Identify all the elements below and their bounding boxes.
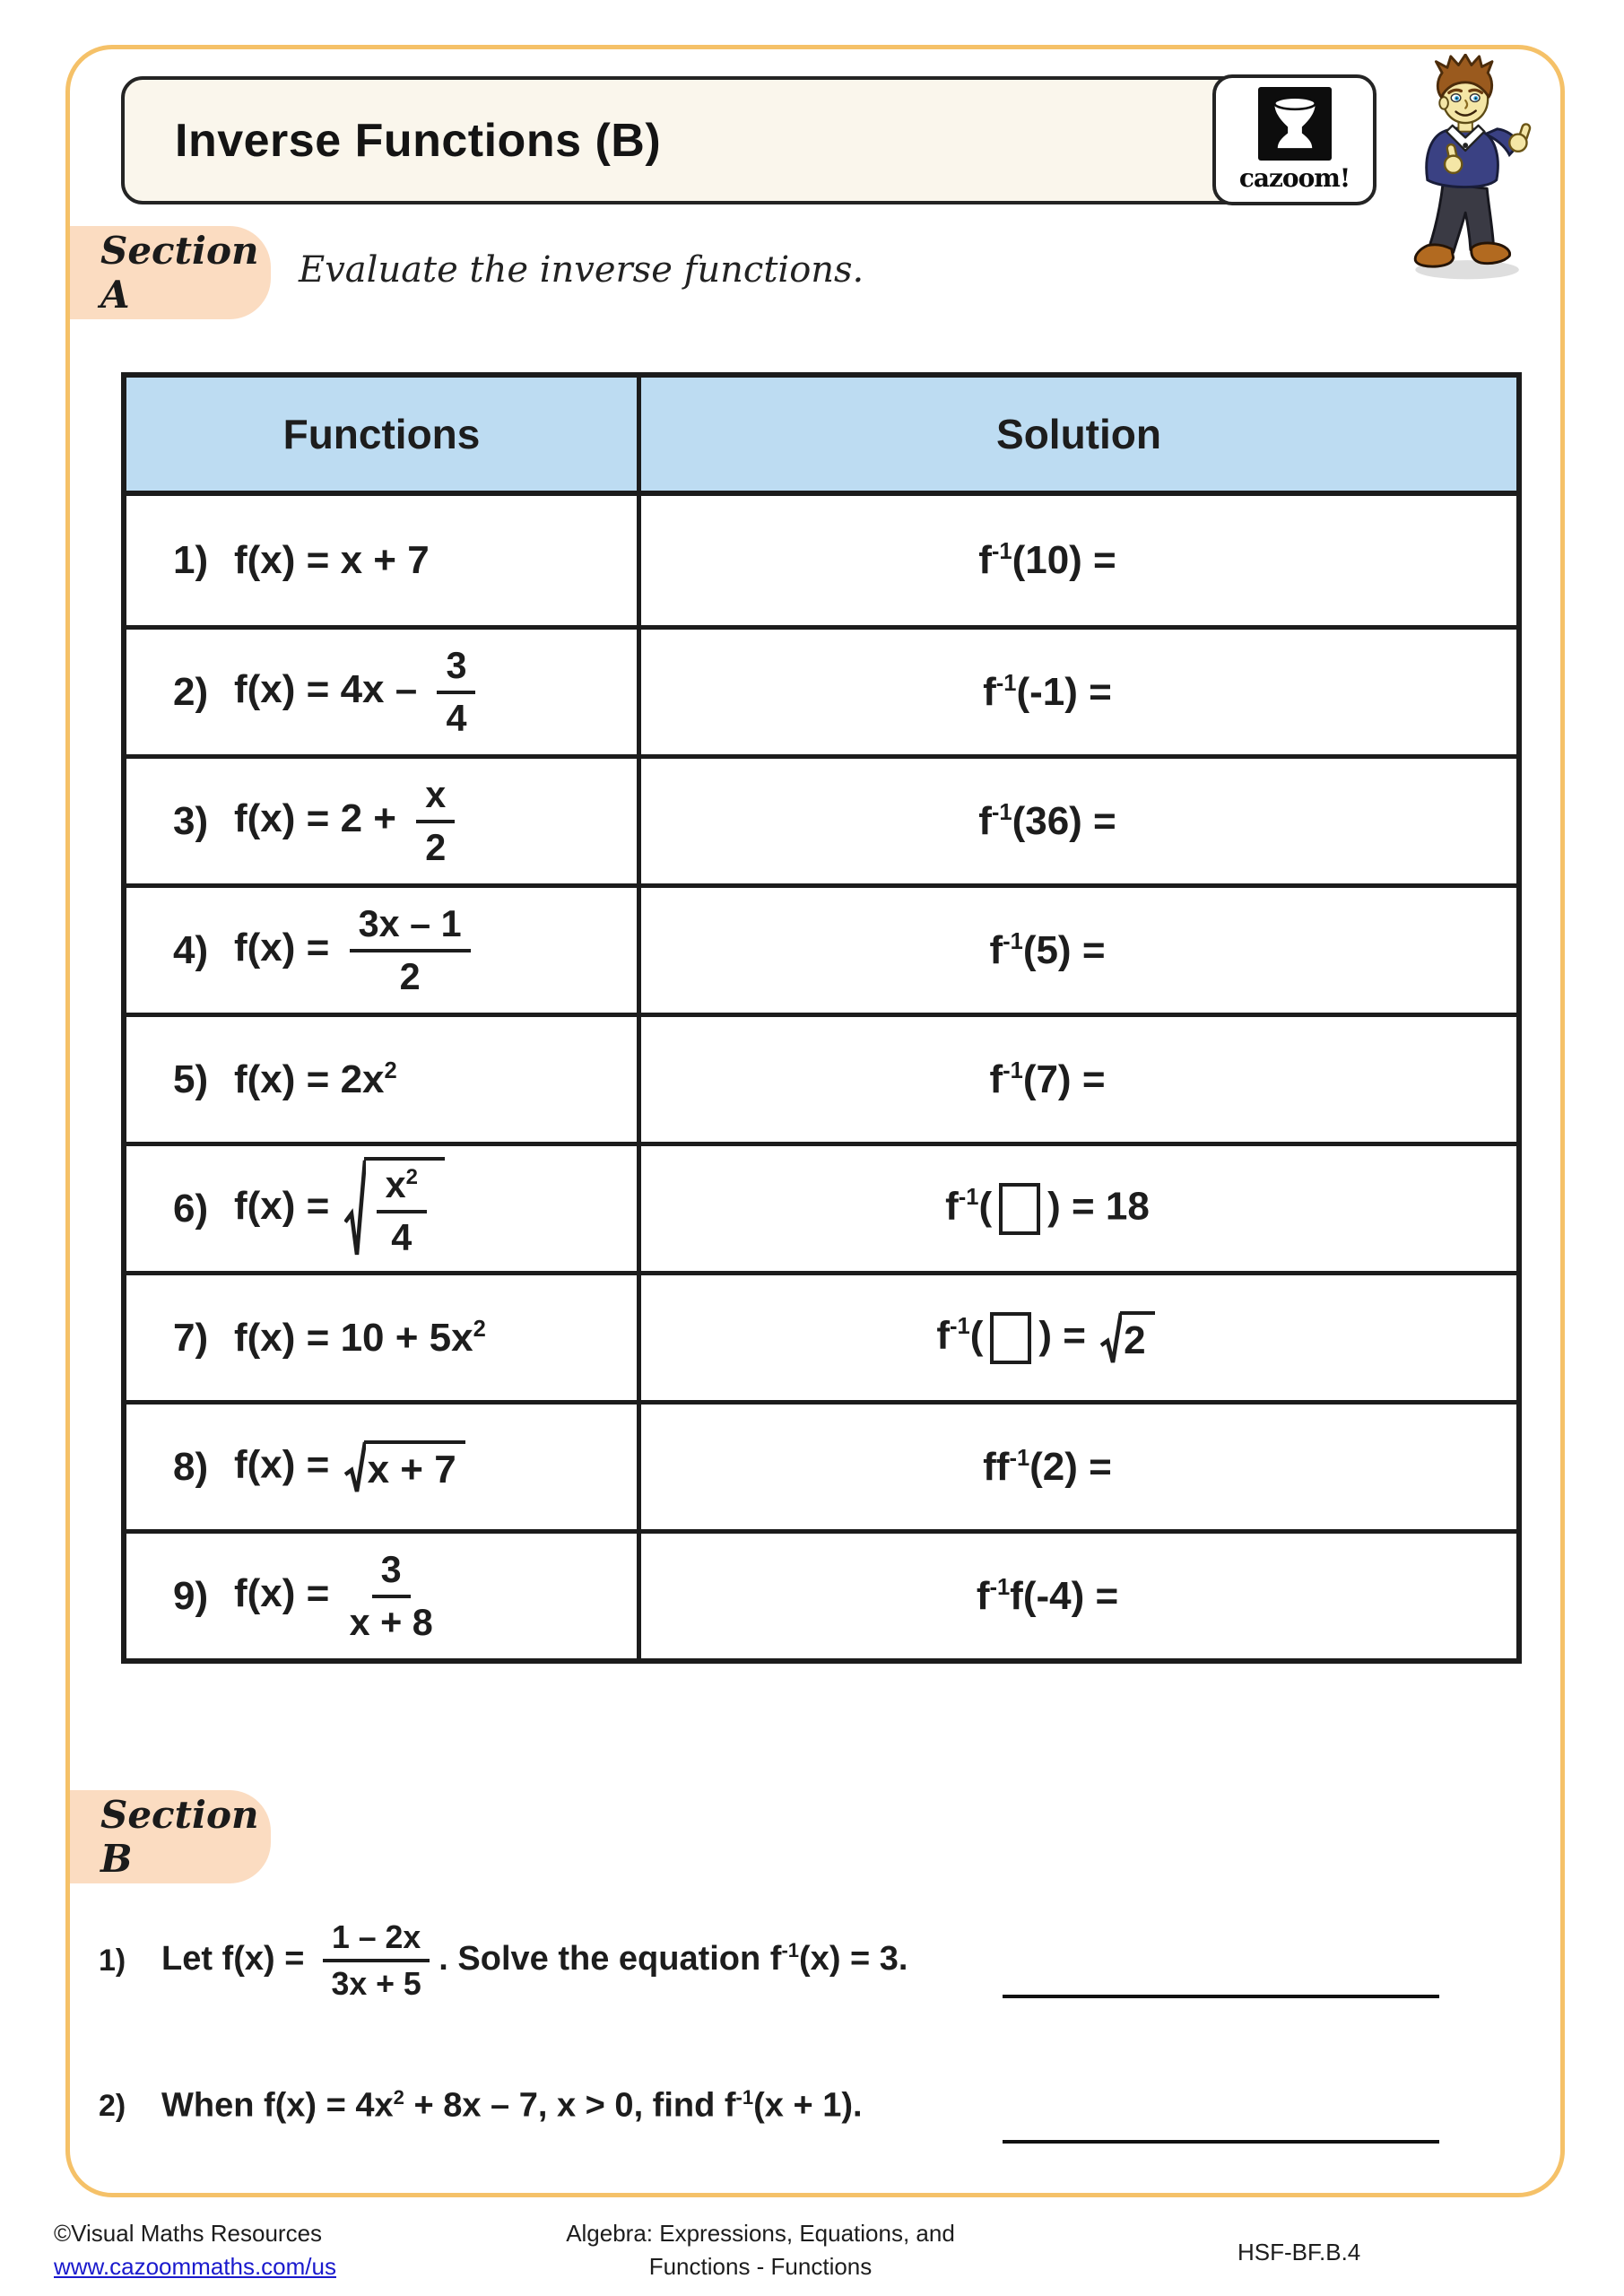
solution-cell bbox=[641, 496, 1516, 625]
function-cell bbox=[126, 1013, 641, 1142]
problem-expression bbox=[161, 2086, 863, 2126]
function-expression bbox=[234, 1440, 469, 1494]
problem-number: 8) bbox=[173, 1444, 209, 1489]
function-cell bbox=[126, 1400, 641, 1529]
math-text: f bbox=[989, 1057, 1003, 1101]
radical-sign bbox=[344, 1440, 366, 1494]
brand-logo bbox=[1212, 74, 1376, 205]
math-text: . Solve the equation f bbox=[439, 1940, 782, 1979]
math-text: 3 bbox=[446, 645, 467, 687]
section-b-label: Section B bbox=[100, 1793, 259, 1881]
math-text: f(x) = 4x – bbox=[234, 667, 429, 712]
math-text: ( bbox=[978, 1184, 993, 1229]
math-text: (5) = bbox=[1022, 927, 1106, 972]
math-text: 2 bbox=[1124, 1318, 1146, 1362]
brand-name: cazoom! bbox=[1238, 163, 1350, 193]
superscript: -1 bbox=[781, 1939, 800, 1962]
math-text: (36) = bbox=[1012, 798, 1116, 843]
page-title: Inverse Functions (B) bbox=[175, 114, 662, 167]
square-root bbox=[344, 1440, 465, 1494]
math-text: 3 bbox=[380, 1549, 402, 1591]
numerator bbox=[416, 774, 455, 822]
solution-expression bbox=[945, 1183, 1150, 1235]
superscript: -1 bbox=[991, 799, 1012, 825]
math-text: f bbox=[945, 1184, 959, 1229]
problem-number: 7) bbox=[173, 1315, 209, 1360]
math-text: f bbox=[936, 1313, 951, 1358]
column-header-functions: Functions bbox=[126, 378, 641, 496]
cazoom-link[interactable]: www.cazoommaths.com/us bbox=[54, 2253, 336, 2280]
problem-number: 6) bbox=[173, 1186, 209, 1231]
problem-expression bbox=[161, 1919, 908, 2002]
fraction bbox=[350, 1549, 433, 1643]
math-text: 4 bbox=[446, 697, 467, 739]
radicand bbox=[364, 1440, 465, 1494]
function-cell bbox=[126, 754, 641, 883]
title-bar bbox=[121, 76, 1376, 204]
problem-number: 5) bbox=[173, 1057, 209, 1101]
math-text: 2 bbox=[425, 826, 447, 868]
problem-number: 1) bbox=[99, 1943, 126, 1978]
math-text: x bbox=[425, 774, 447, 816]
superscript: -1 bbox=[958, 1185, 979, 1211]
square-root bbox=[1100, 1311, 1154, 1365]
math-text: f bbox=[989, 927, 1003, 972]
function-cell bbox=[126, 1142, 641, 1271]
solution-cell bbox=[641, 1529, 1516, 1658]
section-b-problem-1 bbox=[99, 1900, 908, 2022]
math-text: ff bbox=[983, 1444, 1010, 1489]
fraction bbox=[350, 903, 471, 997]
denominator bbox=[350, 1598, 433, 1643]
solution-expression bbox=[983, 1445, 1112, 1490]
math-text: f bbox=[983, 669, 996, 714]
denominator bbox=[446, 694, 466, 739]
math-text: (2) = bbox=[1029, 1444, 1112, 1489]
student-character-illustration bbox=[1388, 54, 1550, 287]
radicand bbox=[364, 1157, 445, 1260]
superscript: 2 bbox=[473, 1316, 486, 1342]
solution-cell bbox=[641, 883, 1516, 1013]
function-expression bbox=[234, 1157, 448, 1260]
superscript: -1 bbox=[735, 2086, 754, 2109]
numerator bbox=[377, 1164, 427, 1213]
math-text: x + 7 bbox=[367, 1447, 456, 1492]
math-text: When f(x) = 4x bbox=[161, 2086, 394, 2125]
math-text: 4 bbox=[391, 1216, 413, 1258]
denominator bbox=[391, 1213, 412, 1258]
function-cell bbox=[126, 1529, 641, 1658]
solution-cell bbox=[641, 1271, 1516, 1400]
math-text: f bbox=[978, 538, 992, 582]
section-b-badge bbox=[70, 1790, 271, 1883]
superscript: 2 bbox=[384, 1057, 397, 1083]
copyright-text: ©Visual Maths Resources bbox=[54, 2220, 323, 2247]
radicand bbox=[1120, 1311, 1154, 1365]
solution-expression bbox=[989, 1057, 1105, 1102]
math-text: Let f(x) = bbox=[161, 1940, 314, 1979]
problem-number: 1) bbox=[173, 538, 209, 582]
superscript: -1 bbox=[1003, 928, 1023, 954]
superscript: 2 bbox=[393, 2086, 404, 2109]
math-text: (-1) = bbox=[1016, 669, 1112, 714]
problem-number: 2) bbox=[173, 669, 209, 714]
math-text: (10) = bbox=[1012, 538, 1116, 582]
math-text: f(x) = 10 + 5x bbox=[234, 1315, 473, 1360]
math-text: 3x – 1 bbox=[358, 903, 462, 945]
fraction bbox=[377, 1164, 427, 1258]
superscript: -1 bbox=[991, 539, 1012, 565]
section-b-problem-2 bbox=[99, 2079, 863, 2133]
math-text: f(-4) = bbox=[1010, 1573, 1119, 1618]
solution-expression bbox=[983, 670, 1112, 715]
math-text: x bbox=[385, 1164, 406, 1206]
math-text: f(x) = 2x bbox=[234, 1057, 385, 1101]
function-expression bbox=[234, 1549, 442, 1643]
math-text: 3x + 5 bbox=[331, 1966, 421, 2002]
math-text: (x) = 3. bbox=[799, 1940, 908, 1979]
math-text: f(x) = bbox=[234, 1442, 341, 1487]
function-cell bbox=[126, 625, 641, 754]
function-expression bbox=[234, 1057, 397, 1102]
problem-number: 2) bbox=[99, 2088, 126, 2123]
function-expression bbox=[234, 903, 480, 997]
math-text: f(x) = bbox=[234, 1184, 341, 1229]
math-text: f bbox=[978, 798, 992, 843]
math-text: 1 – 2x bbox=[331, 1919, 421, 1955]
problem-number: 4) bbox=[173, 927, 209, 972]
section-a-badge bbox=[70, 226, 271, 319]
footer-category bbox=[500, 2217, 1020, 2283]
section-a-instruction: Evaluate the inverse functions. bbox=[299, 249, 864, 291]
numerator bbox=[372, 1549, 411, 1597]
problem-number: 3) bbox=[173, 798, 209, 843]
math-text: f(x) = bbox=[234, 1571, 341, 1616]
fraction bbox=[416, 774, 455, 868]
function-cell bbox=[126, 496, 641, 625]
denominator bbox=[331, 1962, 421, 2002]
superscript: 2 bbox=[405, 1165, 418, 1190]
numerator bbox=[323, 1919, 430, 1962]
numerator bbox=[437, 645, 475, 693]
math-text: (x + 1). bbox=[753, 2086, 863, 2125]
denominator bbox=[400, 952, 421, 997]
math-text: + 8x – 7, x > 0, find f bbox=[404, 2086, 736, 2125]
denominator bbox=[425, 823, 446, 868]
solution-cell bbox=[641, 1400, 1516, 1529]
standard-code: HSF-BF.B.4 bbox=[1238, 2239, 1361, 2266]
numerator bbox=[350, 903, 471, 952]
problem-number: 9) bbox=[173, 1573, 209, 1618]
math-text: ) = bbox=[1038, 1313, 1098, 1358]
function-cell bbox=[126, 1271, 641, 1400]
math-text: 2 bbox=[399, 955, 421, 997]
solution-expression bbox=[989, 928, 1105, 973]
solution-cell bbox=[641, 625, 1516, 754]
solution-expression bbox=[936, 1311, 1158, 1365]
fraction bbox=[323, 1919, 430, 2002]
function-expression bbox=[234, 538, 430, 583]
category-line-1: Algebra: Expressions, Equations, and bbox=[566, 2220, 955, 2247]
solution-expression bbox=[978, 799, 1116, 844]
radical-sign bbox=[1100, 1311, 1122, 1365]
solution-cell bbox=[641, 1142, 1516, 1271]
functions-table bbox=[121, 372, 1522, 1664]
column-header-solution: Solution bbox=[641, 378, 1516, 496]
solution-cell bbox=[641, 1013, 1516, 1142]
superscript: -1 bbox=[1009, 1445, 1030, 1471]
function-expression bbox=[234, 645, 484, 739]
math-text: ) = 18 bbox=[1047, 1184, 1150, 1229]
answer-line-1[interactable] bbox=[1003, 1995, 1439, 1998]
djembe-drum-icon bbox=[1258, 87, 1332, 161]
answer-box[interactable] bbox=[999, 1183, 1040, 1235]
superscript: -1 bbox=[1003, 1057, 1023, 1083]
math-text: f(x) = bbox=[234, 926, 341, 970]
solution-expression bbox=[978, 538, 1116, 583]
footer-credits bbox=[54, 2217, 336, 2283]
math-text: f bbox=[976, 1573, 990, 1618]
answer-line-2[interactable] bbox=[1003, 2140, 1439, 2144]
radical-sign bbox=[344, 1157, 366, 1260]
function-cell bbox=[126, 883, 641, 1013]
section-a-label: Section A bbox=[100, 229, 259, 317]
math-text: f(x) = 2 + bbox=[234, 796, 408, 841]
superscript: -1 bbox=[950, 1314, 970, 1340]
math-text: x + 8 bbox=[349, 1601, 433, 1643]
category-line-2: Functions - Functions bbox=[648, 2253, 873, 2280]
function-expression bbox=[234, 1316, 486, 1361]
fraction bbox=[437, 645, 475, 739]
superscript: -1 bbox=[995, 670, 1017, 696]
function-expression bbox=[234, 774, 464, 868]
math-text: (7) = bbox=[1022, 1057, 1106, 1101]
solution-cell bbox=[641, 754, 1516, 883]
math-text: ( bbox=[969, 1313, 984, 1358]
square-root bbox=[344, 1157, 445, 1260]
superscript: -1 bbox=[989, 1574, 1011, 1600]
math-text: f(x) = x + 7 bbox=[234, 538, 430, 582]
answer-box[interactable] bbox=[990, 1312, 1031, 1364]
solution-expression bbox=[977, 1574, 1118, 1619]
